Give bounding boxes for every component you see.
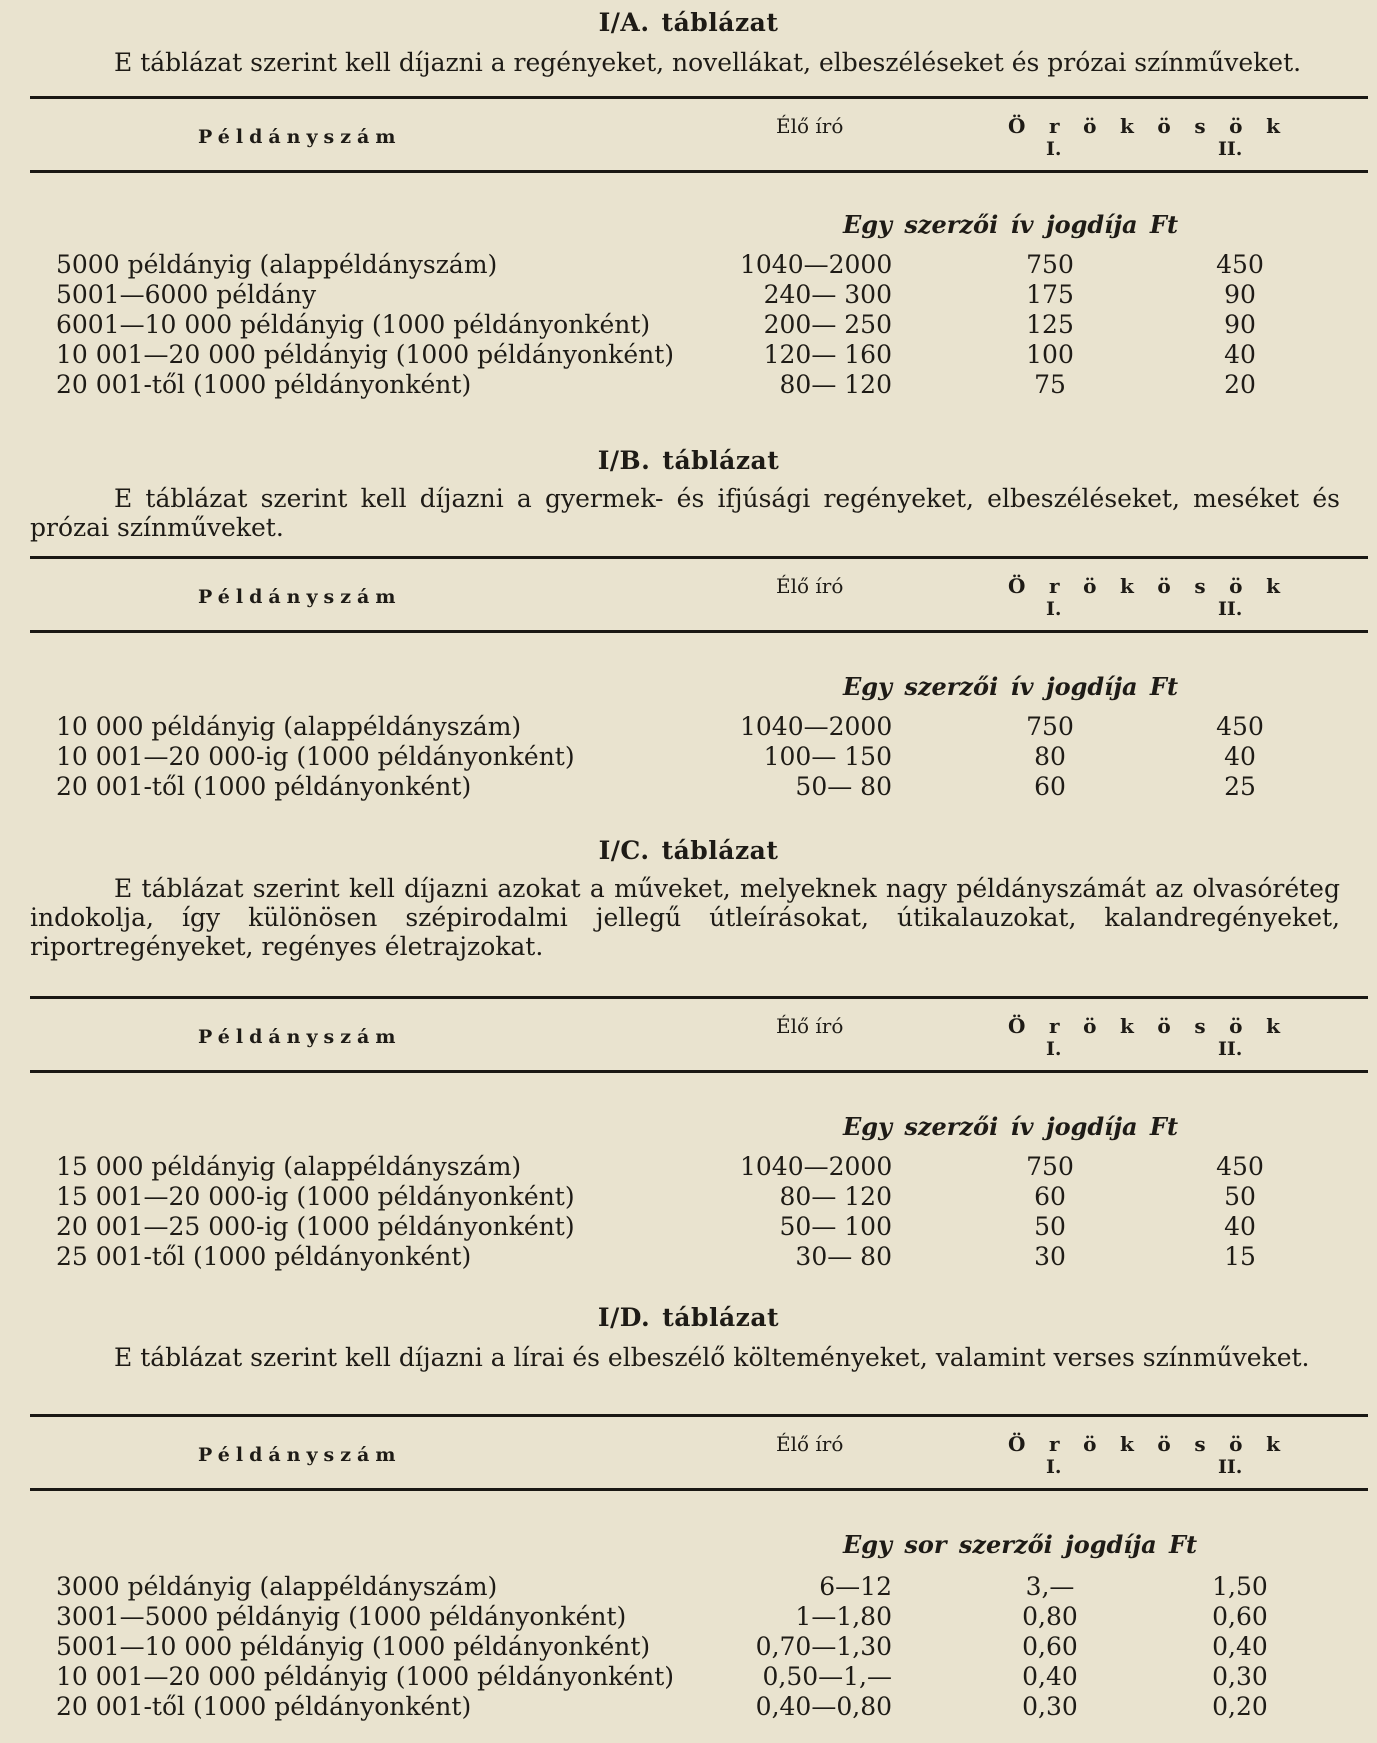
rule-top	[30, 96, 1368, 99]
header-heir-1: I.	[1046, 1038, 1062, 1060]
row-elo-iro-value: 0,40—0,80	[755, 1692, 892, 1721]
row-heir-1-value: 100	[1026, 340, 1074, 369]
table-description: E táblázat szerint kell díjazni a gyermek- és ifjúsági regényeket, elbeszéléseket, meséket és prózai színműveket.	[30, 484, 1340, 542]
row-label: 20 001-től (1000 példányonként)	[56, 370, 472, 399]
table-row	[0, 1692, 1377, 1722]
row-label: 5001—10 000 példányig (1000 példányonként)	[56, 1632, 651, 1661]
row-heir-1-value: 75	[1034, 370, 1066, 399]
row-heir-2-value: 40	[1224, 340, 1256, 369]
header-elo-iro: Élő író	[776, 574, 844, 598]
row-label: 25 001-től (1000 példányonként)	[56, 1242, 472, 1271]
table-id: I/D.	[597, 1303, 651, 1332]
header-orokosok-letter: ö	[1083, 574, 1097, 598]
row-heir-1-value: 30	[1034, 1242, 1066, 1271]
header-orokosok-letter: ö	[1229, 574, 1243, 598]
header-heir-1: I.	[1046, 138, 1062, 160]
row-heir-2-value: 15	[1224, 1242, 1256, 1271]
header-orokosok-letter: ö	[1083, 1014, 1097, 1038]
table-title-word: táblázat	[661, 836, 779, 865]
row-elo-iro-value: 100— 150	[763, 742, 892, 771]
rule-bottom	[30, 170, 1368, 173]
header-orokosok-letter: k	[1120, 574, 1134, 598]
header-peldanyszam: Példányszám	[198, 126, 402, 148]
row-label: 10 001—20 000 példányig (1000 példányonként)	[56, 340, 675, 369]
header-orokosok-letter: ö	[1157, 574, 1171, 598]
table-row	[0, 1572, 1377, 1602]
row-heir-2-value: 1,50	[1212, 1572, 1268, 1601]
row-label: 3001—5000 példányig (1000 példányonként)	[56, 1602, 627, 1631]
table-title-word: táblázat	[662, 1303, 780, 1332]
unit-label: Egy szerzői ív jogdíja Ft	[843, 1112, 1179, 1141]
table-description: E táblázat szerint kell díjazni azokat a műveket, melyeknek nagy példányszámát az olvasóréteg indokolja, így különösen szépirodalmi jellegű útleírásokat, útikalauzokat, kalandregényeket, riportregényeket, regényes életrajzokat.	[30, 874, 1340, 961]
header-orokosok	[1008, 1014, 1280, 1038]
header-orokosok-letter: r	[1048, 114, 1060, 138]
unit-label: Egy szerzői ív jogdíja Ft	[843, 672, 1179, 701]
header-heir-1: I.	[1046, 1456, 1062, 1478]
row-elo-iro-value: 240— 300	[763, 280, 892, 309]
row-heir-2-value: 50	[1224, 1182, 1256, 1211]
header-peldanyszam: Példányszám	[198, 586, 402, 608]
table-row	[0, 772, 1377, 802]
header-orokosok	[1008, 1432, 1280, 1456]
row-elo-iro-value: 50— 80	[795, 772, 892, 801]
row-heir-2-value: 40	[1224, 1212, 1256, 1241]
row-label: 10 001—20 000-ig (1000 példányonként)	[56, 742, 575, 771]
row-elo-iro-value: 200— 250	[763, 310, 892, 339]
header-orokosok-letter: k	[1266, 1014, 1280, 1038]
header-orokosok-letter: ö	[1229, 1432, 1243, 1456]
row-heir-1-value: 3,—	[1025, 1572, 1075, 1601]
rule-bottom	[30, 1070, 1368, 1073]
row-label: 3000 példányig (alappéldányszám)	[56, 1572, 498, 1601]
header-orokosok-letter: Ö	[1008, 114, 1026, 138]
row-heir-1-value: 60	[1034, 1182, 1066, 1211]
header-orokosok-letter: r	[1048, 1014, 1060, 1038]
row-elo-iro-value: 6—12	[819, 1572, 892, 1601]
row-elo-iro-value: 1—1,80	[795, 1602, 892, 1631]
header-orokosok	[1008, 574, 1280, 598]
row-heir-2-value: 0,20	[1212, 1692, 1268, 1721]
row-heir-2-value: 450	[1216, 250, 1264, 279]
row-heir-1-value: 60	[1034, 772, 1066, 801]
row-heir-1-value: 80	[1034, 742, 1066, 771]
row-heir-2-value: 450	[1216, 712, 1264, 741]
table-id: I/C.	[598, 836, 650, 865]
row-elo-iro-value: 30— 80	[795, 1242, 892, 1271]
header-orokosok-letter: Ö	[1008, 574, 1026, 598]
rule-top	[30, 1414, 1368, 1417]
table-row	[0, 1632, 1377, 1662]
row-heir-1-value: 0,30	[1022, 1692, 1078, 1721]
header-heir-2: II.	[1218, 1456, 1243, 1478]
header-orokosok-letter: s	[1194, 1014, 1206, 1038]
row-heir-1-value: 50	[1034, 1212, 1066, 1241]
header-elo-iro: Élő író	[776, 114, 844, 138]
table-row	[0, 1182, 1377, 1212]
row-elo-iro-value: 0,50—1,—	[762, 1662, 892, 1691]
row-heir-2-value: 0,40	[1212, 1632, 1268, 1661]
row-heir-1-value: 175	[1026, 280, 1074, 309]
header-orokosok-letter: r	[1048, 1432, 1060, 1456]
row-label: 15 001—20 000-ig (1000 példányonként)	[56, 1182, 575, 1211]
table-id: I/A.	[598, 8, 650, 37]
header-peldanyszam: Példányszám	[198, 1444, 402, 1466]
row-label: 20 001-től (1000 példányonként)	[56, 772, 472, 801]
unit-label: Egy sor szerzői jogdíja Ft	[843, 1530, 1198, 1559]
row-heir-1-value: 125	[1026, 310, 1074, 339]
row-label: 10 001—20 000 példányig (1000 példányonként)	[56, 1662, 675, 1691]
header-orokosok-letter: ö	[1157, 1432, 1171, 1456]
header-orokosok-letter: ö	[1083, 114, 1097, 138]
header-peldanyszam: Példányszám	[198, 1026, 402, 1048]
header-orokosok-letter: k	[1266, 574, 1280, 598]
row-elo-iro-value: 80— 120	[779, 370, 892, 399]
row-heir-2-value: 0,30	[1212, 1662, 1268, 1691]
row-elo-iro-value: 1040—2000	[740, 250, 893, 279]
row-heir-1-value: 750	[1026, 712, 1074, 741]
header-orokosok-letter: k	[1120, 114, 1134, 138]
table-title-word: táblázat	[662, 446, 780, 475]
row-heir-2-value: 450	[1216, 1152, 1264, 1181]
table-row	[0, 340, 1377, 370]
row-elo-iro-value: 1040—2000	[740, 712, 893, 741]
row-heir-1-value: 750	[1026, 1152, 1074, 1181]
header-orokosok-letter: s	[1194, 1432, 1206, 1456]
table-description: E táblázat szerint kell díjazni a lírai és elbeszélő költeményeket, valamint verses színműveket.	[114, 1343, 1310, 1372]
header-orokosok-letter: Ö	[1008, 1432, 1026, 1456]
row-elo-iro-value: 1040—2000	[740, 1152, 893, 1181]
row-heir-2-value: 0,60	[1212, 1602, 1268, 1631]
header-orokosok	[1008, 114, 1280, 138]
row-heir-2-value: 90	[1224, 310, 1256, 339]
header-orokosok-letter: k	[1266, 1432, 1280, 1456]
header-orokosok-letter: ö	[1229, 1014, 1243, 1038]
header-orokosok-letter: k	[1266, 114, 1280, 138]
header-orokosok-letter: r	[1048, 574, 1060, 598]
header-orokosok-letter: k	[1120, 1432, 1134, 1456]
row-heir-1-value: 750	[1026, 250, 1074, 279]
header-orokosok-letter: Ö	[1008, 1014, 1026, 1038]
rule-bottom	[30, 1488, 1368, 1491]
unit-label: Egy szerzői ív jogdíja Ft	[843, 210, 1179, 239]
row-label: 6001—10 000 példányig (1000 példányonként)	[56, 310, 651, 339]
table-row	[0, 280, 1377, 310]
row-heir-2-value: 25	[1224, 772, 1256, 801]
table-row	[0, 370, 1377, 400]
row-label: 20 001-től (1000 példányonként)	[56, 1692, 472, 1721]
row-heir-2-value: 20	[1224, 370, 1256, 399]
header-orokosok-letter: ö	[1083, 1432, 1097, 1456]
rule-top	[30, 996, 1368, 999]
row-elo-iro-value: 120— 160	[763, 340, 892, 369]
row-label: 20 001—25 000-ig (1000 példányonként)	[56, 1212, 575, 1241]
header-heir-2: II.	[1218, 598, 1243, 620]
table-row	[0, 1242, 1377, 1272]
table-title	[0, 8, 1377, 37]
table-row	[0, 1602, 1377, 1632]
table-title	[0, 446, 1377, 475]
row-heir-1-value: 0,60	[1022, 1632, 1078, 1661]
table-title	[0, 836, 1377, 865]
header-orokosok-letter: ö	[1157, 1014, 1171, 1038]
header-orokosok-letter: s	[1194, 574, 1206, 598]
row-label: 15 000 példányig (alappéldányszám)	[56, 1152, 522, 1181]
row-heir-2-value: 40	[1224, 742, 1256, 771]
header-heir-2: II.	[1218, 1038, 1243, 1060]
row-elo-iro-value: 0,70—1,30	[755, 1632, 892, 1661]
table-row	[0, 1152, 1377, 1182]
rule-top	[30, 556, 1368, 559]
header-heir-2: II.	[1218, 138, 1243, 160]
row-elo-iro-value: 80— 120	[779, 1182, 892, 1211]
header-orokosok-letter: s	[1194, 114, 1206, 138]
header-orokosok-letter: ö	[1229, 114, 1243, 138]
table-row	[0, 310, 1377, 340]
table-title-word: táblázat	[661, 8, 779, 37]
row-heir-1-value: 0,80	[1022, 1602, 1078, 1631]
row-heir-1-value: 0,40	[1022, 1662, 1078, 1691]
table-row	[0, 1662, 1377, 1692]
row-heir-2-value: 90	[1224, 280, 1256, 309]
table-row	[0, 742, 1377, 772]
table-row	[0, 1212, 1377, 1242]
table-row	[0, 712, 1377, 742]
table-title	[0, 1303, 1377, 1332]
header-orokosok-letter: k	[1120, 1014, 1134, 1038]
rule-bottom	[30, 630, 1368, 633]
row-label: 5000 példányig (alappéldányszám)	[56, 250, 498, 279]
header-elo-iro: Élő író	[776, 1014, 844, 1038]
row-label: 10 000 példányig (alappéldányszám)	[56, 712, 522, 741]
table-row	[0, 250, 1377, 280]
row-label: 5001—6000 példány	[56, 280, 317, 309]
header-orokosok-letter: ö	[1157, 114, 1171, 138]
header-elo-iro: Élő író	[776, 1432, 844, 1456]
row-elo-iro-value: 50— 100	[779, 1212, 892, 1241]
table-description: E táblázat szerint kell díjazni a regényeket, novellákat, elbeszéléseket és prózai színműveket.	[114, 48, 1302, 77]
table-id: I/B.	[597, 446, 651, 475]
header-heir-1: I.	[1046, 598, 1062, 620]
